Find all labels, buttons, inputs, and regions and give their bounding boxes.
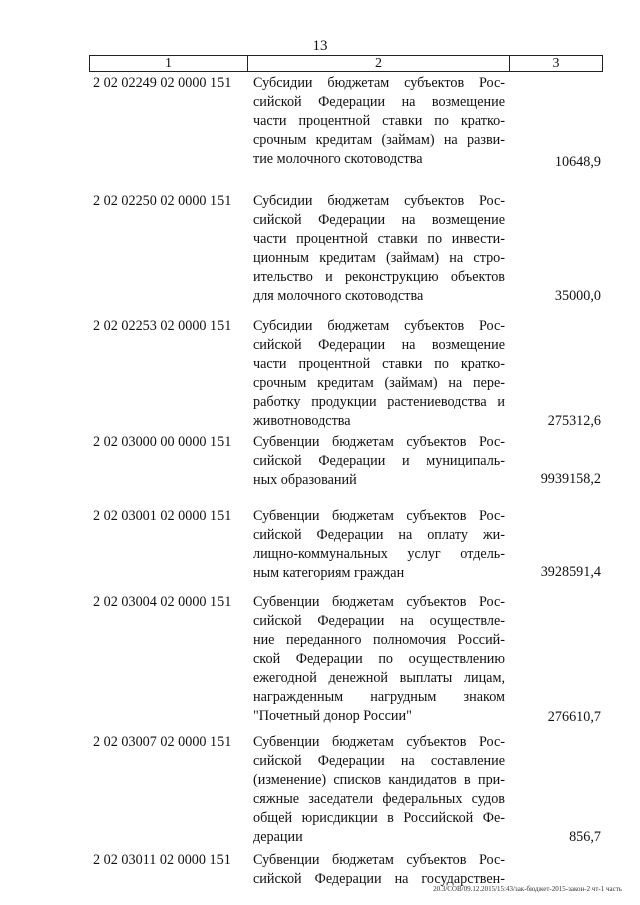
desc-line: сийской Федерации на государствен-	[253, 871, 505, 887]
desc-line: сийской Федерации на осуществле-	[253, 613, 505, 629]
row-code: 2 02 02250 02 0000 151	[93, 193, 232, 209]
desc-line: ительство и реконструкцию объектов	[253, 269, 505, 285]
table-row	[89, 433, 603, 507]
row-description	[253, 593, 505, 733]
desc-line: части процентной ставки по кратко-	[253, 113, 505, 129]
desc-line: ежегодной денежной выплаты лицам,	[253, 670, 505, 686]
row-code: 2 02 03004 02 0000 151	[93, 594, 232, 610]
footer-stamp: 20.3/СОВ/09.12.2015/15:43/зак-бюджет-2015-закон-2 чт-1 часть	[433, 885, 622, 893]
amount-value: 275312,6	[547, 413, 601, 429]
desc-line: дерации	[253, 829, 303, 845]
desc-line: награжденным нагрудным знаком	[253, 689, 505, 705]
table-header	[89, 55, 603, 72]
desc-line: Субсидии бюджетам субъектов Рос-	[253, 318, 505, 334]
desc-line: Субсидии бюджетам субъектов Рос-	[253, 75, 505, 91]
row-amount	[505, 192, 603, 317]
desc-line: Субвенции бюджетам субъектов Рос-	[253, 594, 505, 610]
desc-line: ние переданного полномочия Россий-	[253, 632, 505, 648]
desc-line: животноводства	[253, 413, 351, 429]
row-code: 2 02 03011 02 0000 151	[93, 852, 231, 868]
row-description	[253, 317, 505, 433]
desc-line: срочным кредитам (займам) на пере-	[253, 375, 505, 391]
row-description	[253, 433, 505, 507]
page-number: 13	[312, 38, 328, 54]
desc-line: тие молочного скотоводства	[253, 151, 423, 167]
header-col-2: 2	[248, 56, 510, 71]
desc-line: сяжные заседатели федеральных судов	[253, 791, 505, 807]
desc-line: Субсидии бюджетам субъектов Рос-	[253, 193, 505, 209]
desc-line: лищно-коммунальных услуг отдель-	[253, 546, 505, 562]
row-amount	[505, 507, 603, 593]
desc-line: ской Федерации по осуществлению	[253, 651, 505, 667]
row-code: 2 02 02249 02 0000 151	[93, 75, 232, 91]
desc-line: (изменение) списков кандидатов в при-	[253, 772, 505, 788]
row-code: 2 02 03007 02 0000 151	[93, 734, 232, 750]
desc-line: для молочного скотоводства	[253, 288, 424, 304]
table-row	[89, 192, 603, 317]
row-amount	[505, 433, 603, 507]
row-description	[253, 507, 505, 593]
row-code: 2 02 03000 00 0000 151	[93, 434, 232, 450]
table-row	[89, 733, 603, 851]
table-row	[89, 507, 603, 593]
desc-line: сийской Федерации и муниципаль-	[253, 453, 505, 469]
amount-value: 10648,9	[554, 154, 601, 170]
row-amount	[505, 74, 603, 192]
table-row	[89, 74, 603, 192]
row-description	[253, 192, 505, 317]
row-amount	[505, 317, 603, 433]
desc-line: сийской Федерации на оплату жи-	[253, 527, 505, 543]
desc-line: Субвенции бюджетам субъектов Рос-	[253, 434, 505, 450]
row-description	[253, 74, 505, 192]
desc-line: общей юрисдикции в Российской Фе-	[253, 810, 505, 826]
desc-line: работку продукции растениеводства и	[253, 394, 505, 410]
desc-line: Субвенции бюджетам субъектов Рос-	[253, 508, 505, 524]
header-col-3: 3	[552, 56, 560, 71]
desc-line: ным категориям граждан	[253, 565, 405, 581]
row-amount	[505, 593, 603, 733]
table-body	[89, 74, 603, 891]
amount-value: 276610,7	[547, 709, 601, 725]
amount-value: 856,7	[569, 829, 601, 845]
row-code: 2 02 03001 02 0000 151	[93, 508, 232, 524]
desc-line: части процентной ставки по кратко-	[253, 356, 505, 372]
desc-line: части процентной ставки по инвести-	[253, 231, 505, 247]
amount-value: 3928591,4	[540, 564, 601, 580]
row-description	[253, 733, 505, 851]
desc-line: ных образований	[253, 472, 357, 488]
row-amount	[505, 733, 603, 851]
desc-line: сийской Федерации на возмещение	[253, 94, 505, 110]
amount-value: 9939158,2	[540, 471, 601, 487]
desc-line: сийской Федерации на возмещение	[253, 337, 505, 353]
desc-line: сийской Федерации на возмещение	[253, 212, 505, 228]
desc-line: сийской Федерации на составление	[253, 753, 505, 769]
desc-line: "Почетный донор России"	[253, 708, 412, 724]
desc-line: ционным кредитам (займам) на стро-	[253, 250, 505, 266]
desc-line: Субвенции бюджетам субъектов Рос-	[253, 734, 505, 750]
row-code: 2 02 02253 02 0000 151	[93, 318, 232, 334]
desc-line: Субвенции бюджетам субъектов Рос-	[253, 852, 505, 868]
desc-line: срочным кредитам (займам) на разви-	[253, 132, 505, 148]
table-row	[89, 317, 603, 433]
amount-value: 35000,0	[554, 288, 601, 304]
header-col-1: 1	[90, 56, 248, 71]
table-row	[89, 593, 603, 733]
